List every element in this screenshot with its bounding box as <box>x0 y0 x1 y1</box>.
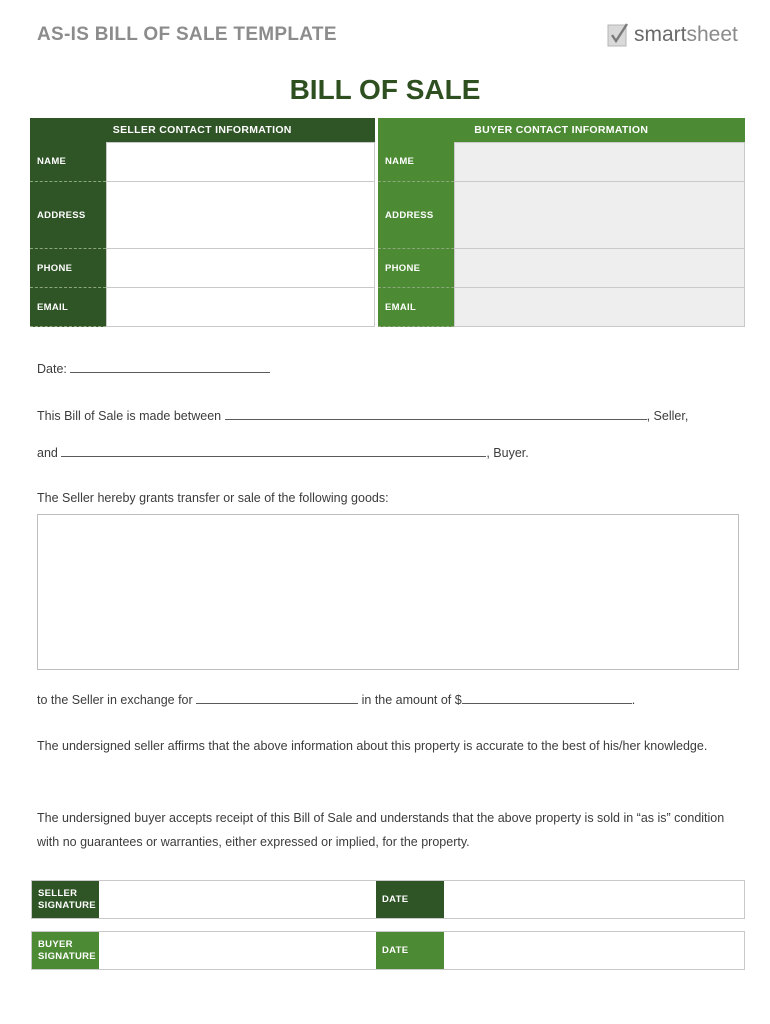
buyer-name-blank[interactable] <box>61 444 486 457</box>
seller-affirmation: The undersigned seller affirms that the above information about this property is accurate to the best of his/her knowledge. <box>37 739 708 753</box>
seller-contact-table <box>30 118 375 327</box>
seller-signature-label: SELLER SIGNATURE <box>32 881 99 918</box>
exchange-line <box>37 691 635 707</box>
page-title: BILL OF SALE <box>289 74 481 105</box>
seller-suffix: , Seller, <box>646 409 689 423</box>
buyer-phone-label: PHONE <box>378 249 455 288</box>
seller-signature-row <box>31 880 745 919</box>
smartsheet-logo <box>606 22 738 48</box>
seller-signature-field[interactable] <box>99 881 376 918</box>
amount-text: in the amount of $ <box>361 693 462 707</box>
template-title: AS-IS BILL OF SALE TEMPLATE <box>37 24 337 45</box>
buyer-date-label: DATE <box>376 932 444 969</box>
buyer-acceptance: The undersigned buyer accepts receipt of this Bill of Sale and understands that the above property is sold in “as is” condition with no guarantees or warranties, either expressed or implied, for the property. <box>37 811 725 849</box>
seller-date-field[interactable] <box>444 881 744 918</box>
buyer-table-heading: BUYER CONTACT INFORMATION <box>378 118 745 143</box>
amount-suffix: . <box>631 693 636 707</box>
seller-address-label: ADDRESS <box>30 182 107 249</box>
parties-seller-line <box>37 407 688 423</box>
exchange-blank[interactable] <box>196 691 358 704</box>
seller-date-label: DATE <box>376 881 444 918</box>
date-blank[interactable] <box>70 360 270 373</box>
buyer-address-field[interactable] <box>455 182 745 249</box>
buyer-signature-field[interactable] <box>99 932 376 969</box>
goods-intro: The Seller hereby grants transfer or sale of the following goods: <box>37 491 389 505</box>
logo-wordmark: smartsheet <box>634 23 738 46</box>
seller-phone-label: PHONE <box>30 249 107 288</box>
buyer-date-field[interactable] <box>444 932 744 969</box>
seller-email-label: EMAIL <box>30 288 107 327</box>
buyer-name-field[interactable] <box>455 143 745 182</box>
date-label: Date: <box>37 362 67 376</box>
seller-email-field[interactable] <box>107 288 375 327</box>
seller-name-label: NAME <box>30 143 107 182</box>
buyer-address-label: ADDRESS <box>378 182 455 249</box>
buyer-signature-label: BUYER SIGNATURE <box>32 932 99 969</box>
exchange-text: to the Seller in exchange for <box>37 693 193 707</box>
seller-phone-field[interactable] <box>107 249 375 288</box>
seller-table-heading: SELLER CONTACT INFORMATION <box>30 118 375 143</box>
checkmark-icon <box>606 22 630 48</box>
buyer-email-field[interactable] <box>455 288 745 327</box>
parties-buyer-line <box>37 444 529 460</box>
amount-blank[interactable] <box>462 691 632 704</box>
buyer-email-label: EMAIL <box>378 288 455 327</box>
made-between-text: This Bill of Sale is made between <box>37 409 222 423</box>
date-line <box>37 360 270 376</box>
and-text: and <box>37 446 58 460</box>
goods-description-box[interactable] <box>37 514 739 670</box>
seller-name-blank[interactable] <box>225 407 647 420</box>
buyer-suffix: , Buyer. <box>486 446 529 460</box>
buyer-name-label: NAME <box>378 143 455 182</box>
buyer-contact-table <box>378 118 745 327</box>
seller-address-field[interactable] <box>107 182 375 249</box>
buyer-phone-field[interactable] <box>455 249 745 288</box>
seller-name-field[interactable] <box>107 143 375 182</box>
buyer-signature-row <box>31 931 745 970</box>
